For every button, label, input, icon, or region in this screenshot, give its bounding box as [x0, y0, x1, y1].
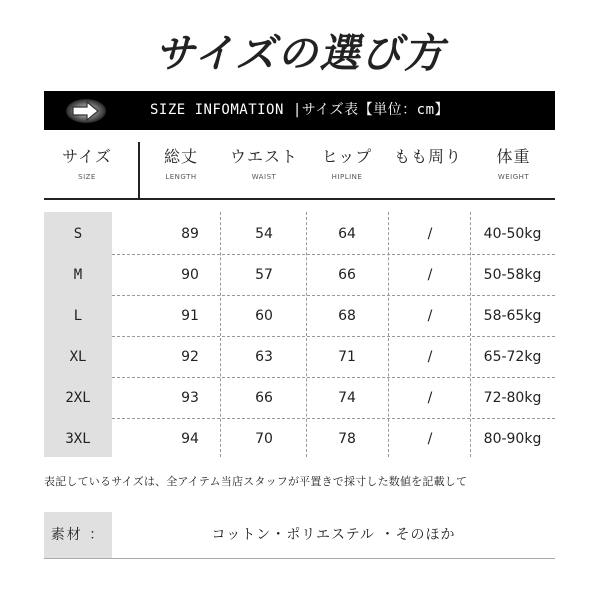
cell-thigh: /	[427, 390, 433, 406]
cell-weight: 65-72kg	[483, 349, 542, 365]
header-divider	[138, 142, 140, 198]
material-value: コットン・ポリエステル ・そのほか	[211, 527, 456, 543]
cell-length: 92	[181, 349, 199, 365]
cell-thigh: /	[427, 267, 433, 283]
cell-size: M	[73, 267, 83, 283]
header-waist	[222, 140, 306, 198]
cell-thigh: /	[427, 226, 433, 242]
material-underline	[44, 558, 555, 559]
header-hipline	[308, 140, 386, 198]
cell-weight: 58-65kg	[483, 308, 542, 324]
cell-length: 91	[181, 308, 199, 324]
cell-size: L	[73, 308, 83, 324]
cell-waist: 54	[255, 226, 273, 242]
header-size	[44, 140, 130, 198]
header-weight	[472, 140, 555, 198]
table-row	[44, 337, 555, 377]
cell-thigh: /	[427, 349, 433, 365]
header-hipline-en: HIPLINE	[331, 173, 363, 181]
header-weight-jp: 体重	[496, 147, 531, 166]
cell-hipline: 78	[338, 431, 356, 447]
measurement-note: 表記しているサイズは、全アイテム当店スタッフが平置きで採寸した数値を記載して	[44, 475, 468, 488]
cell-size: XL	[69, 349, 87, 365]
cell-thigh: /	[427, 308, 433, 324]
cell-weight: 80-90kg	[483, 431, 542, 447]
header-size-jp: サイズ	[62, 147, 112, 166]
table-row	[44, 378, 555, 418]
page-title: サイズの選び方	[154, 31, 446, 77]
cell-hipline: 74	[338, 390, 356, 406]
table-row	[44, 419, 555, 459]
cell-hipline: 68	[338, 308, 356, 324]
cell-hipline: 64	[338, 226, 356, 242]
material-label: 素材 ：	[44, 512, 112, 558]
header-waist-en: WAIST	[251, 173, 277, 181]
cell-waist: 66	[255, 390, 273, 406]
table-row	[44, 296, 555, 336]
cell-length: 94	[181, 431, 199, 447]
cell-weight: 72-80kg	[483, 390, 542, 406]
size-info-banner	[44, 91, 555, 130]
header-length-jp: 総丈	[163, 147, 198, 166]
cell-weight: 50-58kg	[483, 267, 542, 283]
table-row	[44, 214, 555, 254]
header-length-en: LENGTH	[165, 173, 197, 181]
cell-hipline: 66	[338, 267, 356, 283]
banner-text: SIZE INFOMATION |サイズ表【単位：cm】	[149, 102, 450, 118]
cell-size: 3XL	[65, 431, 91, 447]
header-weight-en: WEIGHT	[497, 173, 530, 181]
cell-waist: 60	[255, 308, 273, 324]
cell-length: 89	[181, 226, 199, 242]
header-underline	[44, 198, 555, 200]
cell-size: S	[73, 226, 83, 242]
table-row	[44, 255, 555, 295]
cell-waist: 70	[255, 431, 273, 447]
cell-thigh: /	[427, 431, 433, 447]
cell-waist: 63	[255, 349, 273, 365]
cell-length: 90	[181, 267, 199, 283]
header-waist-jp: ウエスト	[229, 147, 298, 166]
cell-hipline: 71	[338, 349, 356, 365]
cell-waist: 57	[255, 267, 273, 283]
header-thigh	[388, 140, 468, 198]
header-hipline-jp: ヒップ	[321, 147, 373, 166]
header-thigh-jp: もも周り	[393, 147, 462, 166]
cell-length: 93	[181, 390, 199, 406]
header-length	[145, 140, 217, 198]
cell-size: 2XL	[65, 390, 91, 406]
header-size-en: SIZE	[78, 173, 96, 181]
cell-weight: 40-50kg	[483, 226, 542, 242]
